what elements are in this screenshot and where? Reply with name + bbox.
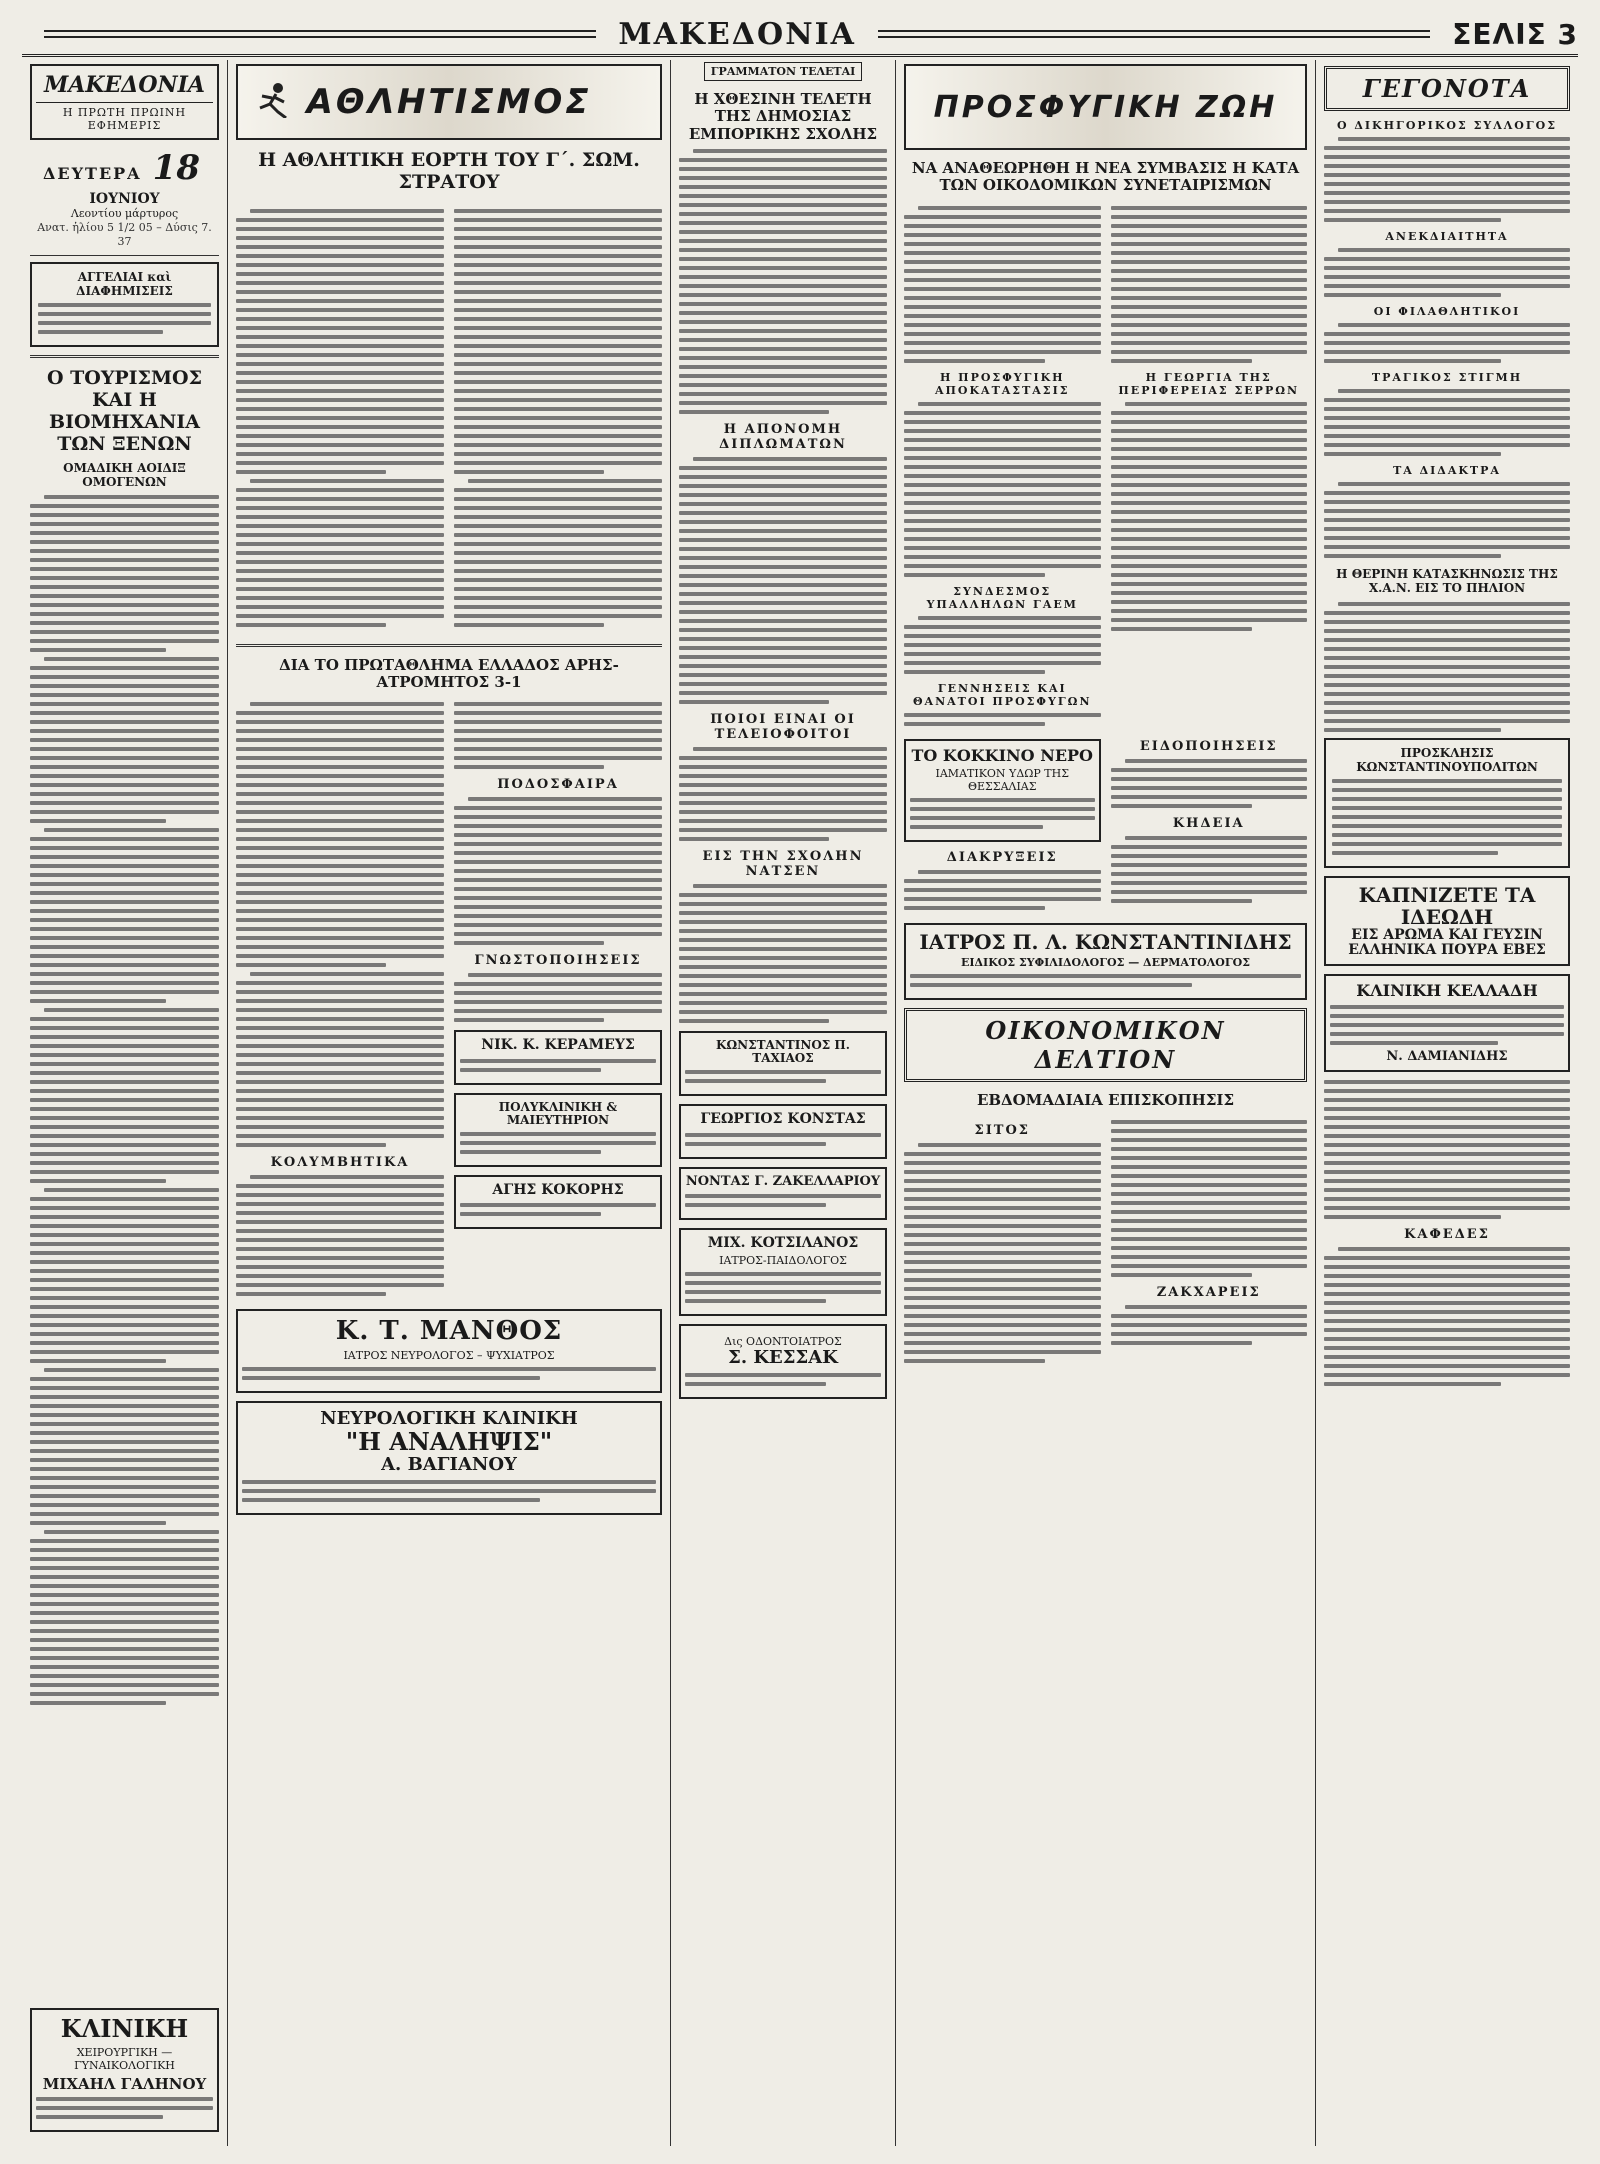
cigar-ad-title: ΚΑΠΝΙΖΕΤΕ ΤΑ ΙΔΕΩΔΗ (1358, 882, 1536, 929)
serres-label: Η ΓΕΩΡΓΙΑ ΤΗΣ ΠΕΡΙΦΕΡΕΙΑΣ ΣΕΡΡΩΝ (1118, 370, 1300, 397)
athletic-fest-body-b (454, 204, 662, 632)
zachareis-label: ΖΑΚΧΑΡΕΙΣ (1156, 1285, 1261, 1301)
clinic-ad-name: ΜΙΧΑΗΛ ΓΑΛΗΝΟΥ (42, 2074, 207, 2093)
column-5 (1315, 60, 1578, 2146)
football-body (454, 797, 662, 945)
diakriseis-body (904, 870, 1101, 910)
kessak-ad-name: Σ. ΚΕΣΣΑΚ (728, 1347, 838, 1369)
athletics-banner-title: ΑΘΛΗΤΙΣΜΟΣ (306, 82, 592, 122)
kelladi-ad-doctor: Ν. ΔΑΜΙΑΝΙΔΗΣ (1386, 1048, 1508, 1064)
refugee-settlement-body (904, 402, 1101, 577)
athletics-banner (236, 64, 662, 140)
date-box (30, 148, 219, 256)
date-month: ΙΟΥΝΙΟΥ (89, 191, 160, 207)
zachareis-body (1111, 1305, 1308, 1345)
sunrise-sunset: Ανατ. ἡλίου 5 1/2 05 – Δύσις 7. 37 (37, 221, 212, 248)
economic-bulletin-header: ΟΙΚΟΝΟΜΙΚΟΝ ΔΕΛΤΙΟΝ (904, 1008, 1307, 1082)
analipsis-clinic-ad (236, 1401, 662, 1515)
football-label: ΠΟΔΟΣΦΑΙΡΑ (497, 777, 619, 793)
konstas-ad-name: ΓΕΩΡΓΙΟΣ ΚΟΝΣΤΑΣ (700, 1111, 866, 1128)
market-notes-body (1324, 1080, 1570, 1219)
konstantinidis-ad-name: ΙΑΤΡΟΣ Π. Λ. ΚΩΝΣΤΑΝΤΙΝΙΔΗΣ (919, 930, 1292, 955)
sports-fans-label: ΟΙ ΦΙΛΑΘΛΗΤΙΚΟΙ (1373, 305, 1521, 318)
kotsilanos-ad-name: ΜΙΧ. ΚΟΤΣΙΛΑΝΟΣ (707, 1234, 859, 1251)
section-tag: ΓΡΑΜΜΑΤΟΝ ΤΕΛΕΤΑΙ (704, 62, 863, 81)
natsen-school-body (679, 884, 887, 1023)
tourism-headline: Ο ΤΟΥΡΙΣΜΟΣ ΚΑΙ Η ΒΙΟΜΗΧΑΝΙΑ ΤΩΝ ΞΕΝΩΝ (46, 367, 203, 455)
cigar-ad-sub: ΕΙΣ ΑΡΩΜΑ ΚΑΙ ΓΕΥΣΙΝ (1351, 926, 1543, 943)
births-deaths-body (904, 713, 1101, 726)
tourism-article-body (30, 495, 219, 1705)
kessak-ad-sub: Δις ΟΔΟΝΤΟΙΑΤΡΟΣ (724, 1335, 842, 1349)
tachiaos-ad (679, 1031, 887, 1096)
cooperatives-headline: ΝΑ ΑΝΑΘΕΩΡΗΘΗ Η ΝΕΑ ΣΥΜΒΑΣΙΣ Η ΚΑΤΑ ΤΩΝ ΟΙΚΟΔΟΜΙΚΩΝ ΣΥΝΕΤΑΙΡΙΣΜΩΝ (911, 159, 1300, 195)
kerameus-ad (454, 1030, 662, 1084)
masthead-rule-left (44, 30, 596, 38)
kokoris-ad (454, 1175, 662, 1229)
summer-camp-headline: Η ΘΕΡΙΝΗ ΚΑΤΑΣΚΗΝΩΣΙΣ ΤΗΣ Χ.Α.Ν. ΕΙΣ ΤΟ ΠΗΛΙΟΝ (1336, 567, 1558, 595)
clinic-ad-sub: ΧΕΙΡΟΥΡΓΙΚΗ — ΓΥΝΑΙΚΟΛΟΓΙΚΗ (74, 2045, 175, 2072)
konstantinidis-ad (904, 923, 1307, 1000)
date-number: 18 (152, 148, 200, 188)
notices-body (454, 973, 662, 1022)
economic-body-b (1111, 1120, 1308, 1277)
red-water-ad (904, 739, 1101, 843)
school-ceremony-headline: Η ΧΘΕΣΙΝΗ ΤΕΛΕΤΗ ΤΗΣ ΔΗΜΟΣΙΑΣ ΕΜΠΟΡΙΚΗΣ ΣΧΟΛΗΣ (688, 90, 878, 143)
tragic-moment-label: ΤΡΑΓΙΚΟΣ ΣΤΙΓΜΗ (1371, 371, 1523, 384)
red-water-ad-title: ΤΟ ΚΟΚΚΙΝΟ ΝΕΡΟ (911, 745, 1093, 765)
konstas-ad (679, 1104, 887, 1158)
clinic-galinou-ad (30, 2008, 219, 2132)
eidopoiiseis-label: ΕΙΔΟΠΟΙΗΣΕΙΣ (1139, 738, 1278, 754)
bar-association-label: Ο ΔΙΚΗΓΟΡΙΚΟΣ ΣΥΛΛΟΓΟΣ (1336, 119, 1558, 132)
tuition-label: ΤΑ ΔΙΔΑΚΤΡΑ (1393, 464, 1501, 477)
analipsis-ad-name: "Η ΑΝΑΛΗΨΙΣ" (345, 1426, 553, 1456)
ads-notice-box (30, 262, 219, 347)
column-3 (670, 60, 895, 2146)
ads-notice-text (38, 303, 211, 334)
anekdiaitita-label: ΑΝΕΚΔΙΑΙΤΗΤΑ (1385, 230, 1509, 243)
graduates-label: ΠΟΙΟΙ ΕΙΝΑΙ ΟΙ ΤΕΛΕΙΟΦΟΙΤΟΙ (710, 711, 856, 742)
tuition-body (1324, 482, 1570, 558)
refugee-life-banner (904, 64, 1307, 150)
aris-article-body (236, 702, 444, 1147)
date-day: ΔΕΥΤΕΡΑ (43, 164, 142, 183)
polyclinic-ad-title: ΠΟΛΥΚΛΙΝΙΚΗ & ΜΑΙΕΥΤΗΡΙΟΝ (498, 1099, 618, 1127)
births-deaths-label: ΓΕΝΝΗΣΕΙΣ ΚΑΙ ΘΑΝΑΤΟΙ ΠΡΟΣΦΥΓΩΝ (912, 681, 1092, 708)
graduates-body (679, 747, 887, 841)
tragic-moment-body (1324, 389, 1570, 456)
kelladi-ad-title: ΚΛΙΝΙΚΗ ΚΕΛΛΑΔΗ (1356, 981, 1538, 1001)
analipsis-ad-title: ΝΕΥΡΟΛΟΓΙΚΗ ΚΛΙΝΙΚΗ (320, 1407, 578, 1429)
kideia-label: ΚΗΔΕΙΑ (1172, 815, 1245, 831)
column-2 (227, 60, 670, 2146)
anekdiaitita-body (1324, 248, 1570, 297)
diakriseis-label: ΔΙΑΚΡΥΞΕΙΣ (946, 850, 1058, 866)
kafedes-body (1324, 1247, 1570, 1386)
school-ceremony-body (679, 149, 887, 414)
diplomas-body (679, 457, 887, 704)
gaem-union-body (904, 616, 1101, 674)
cooperatives-body-a (904, 206, 1101, 363)
paper-nameplate (30, 64, 219, 140)
manthos-ad-name: Κ. Τ. ΜΑΝΘΟΣ (335, 1316, 563, 1347)
aris-atromitos-headline: ΔΙΑ ΤΟ ΠΡΩΤΑΘΛΗΜΑ ΕΛΛΑΔΟΣ ΑΡΗΣ-ΑΤΡΟΜΗΤΟΣ 3-1 (279, 655, 619, 691)
paper-subtitle: Η ΠΡΩΤΗ ΠΡΩΙΝΗ ΕΦΗΜΕΡΙΣ (36, 102, 213, 132)
aris-article-body-b (454, 702, 662, 769)
summer-camp-body (1324, 602, 1570, 732)
gaem-union-label: ΣΥΝΔΕΣΜΟΣ ΥΠΑΛΛΗΛΩΝ ΓΑΕΜ (926, 584, 1078, 611)
athletic-fest-body-a (236, 204, 444, 632)
kelladi-clinic-ad (1324, 974, 1570, 1072)
kideia-body (1111, 836, 1308, 903)
kafedes-label: ΚΑΦΕΔΕΣ (1404, 1227, 1490, 1243)
konstantinidis-ad-sub: ΕΙΔΙΚΟΣ ΣΥΦΙΛΙΔΟΛΟΓΟΣ — ΔΕΡΜΑΤΟΛΟΓΟΣ (960, 956, 1250, 970)
kokoris-ad-name: ΑΓΗΣ ΚΟΚΟΡΗΣ (492, 1181, 624, 1198)
tourism-subhead: ΟΜΑΔΙΚΗ ΑΟΙΔΙΞ ΟΜΟΓΕΝΩΝ (63, 461, 186, 490)
clinic-ad-title: ΚΛΙΝΙΚΗ (60, 2014, 189, 2044)
sports-fans-body (1324, 323, 1570, 363)
serres-body (1111, 402, 1308, 631)
manthos-ad (236, 1309, 662, 1393)
events-header: ΓΕΓΟΝΟΤΑ (1324, 66, 1570, 111)
kerameus-ad-name: ΝΙΚ. Κ. ΚΕΡΑΜΕΥΣ (481, 1037, 635, 1054)
kessak-dentist-ad (679, 1324, 887, 1399)
page-number: ΣΕΛΙΣ 3 (1452, 17, 1578, 51)
zakellariou-ad-name: ΝΟΝΤΑΣ Γ. ΖΑΚΕΛΛΑΡΙΟΥ (685, 1173, 881, 1189)
saint-of-day: Λεοντίου μάρτυρος (70, 207, 179, 220)
manthos-ad-sub: ΙΑΤΡΟΣ ΝΕΥΡΟΛΟΓΟΣ – ΨΥΧΙΑΤΡΟΣ (343, 1348, 555, 1362)
diplomas-label: Η ΑΠΟΝΟΜΗ ΔΙΠΛΩΜΑΤΩΝ (719, 421, 847, 452)
athletic-fest-headline: Η ΑΘΛΗΤΙΚΗ ΕΟΡΤΗ ΤΟΥ Γ΄. ΣΩΜ. ΣΤΡΑΤΟΥ (258, 149, 640, 193)
notices-label: ΓΝΩΣΤΟΠΟΙΗΣΕΙΣ (474, 953, 642, 969)
column-4 (895, 60, 1315, 2146)
column-1 (22, 60, 227, 2146)
bar-association-body (1324, 137, 1570, 222)
sitos-body (904, 1143, 1101, 1363)
ads-notice-title: ΑΓΓΕΛΙΑΙ καὶ ΔΙΑΦΗΜΙΣΕΙΣ (76, 270, 173, 298)
refugee-life-banner-title: ΠΡΟΣΦΥΓΙΚΗ ΖΩΗ (933, 89, 1278, 125)
constantinople-invitation-box (1324, 738, 1570, 868)
cigar-ad-brand: ΕΛΛΗΝΙΚΑ ΠΟΥΡΑ ΕΒΕΣ (1348, 941, 1546, 958)
eidopoiiseis-body (1111, 759, 1308, 808)
sitos-label: ΣΙΤΟΣ (974, 1123, 1030, 1139)
polyclinic-ad (454, 1093, 662, 1167)
masthead-title: ΜΑΚΕΔΟΝΙΑ (618, 16, 856, 52)
natsen-school-label: ΕΙΣ ΤΗΝ ΣΧΟΛΗΝ ΝΑΤΣΕΝ (702, 848, 864, 879)
paper-title: ΜΑΚΕΔΟΝΙΑ (43, 72, 205, 98)
kotsilanos-ad (679, 1228, 887, 1316)
analipsis-ad-doctor: Α. ΒΑΓΙΑΝΟΥ (381, 1453, 517, 1475)
kotsilanos-ad-sub: ΙΑΤΡΟΣ-ΠΑΙΔΟΛΟΓΟΣ (719, 1254, 847, 1268)
runner-icon (248, 82, 298, 118)
tachiaos-ad-name: ΚΩΝΣΤΑΝΤΙΝΟΣ Π. ΤΑΧΙΑΟΣ (716, 1037, 850, 1065)
weekly-review-headline: ΕΒΔΟΜΑΔΙΑΙΑ ΕΠΙΣΚΟΠΗΣΙΣ (976, 1091, 1235, 1110)
swimming-label: ΚΟΛΥΜΒΗΤΙΚΑ (270, 1155, 410, 1171)
refugee-settlement-label: Η ΠΡΟΣΦΥΓΙΚΗ ΑΠΟΚΑΤΑΣΤΑΣΙΣ (934, 370, 1070, 397)
cooperatives-body-b (1111, 206, 1308, 363)
masthead-rule-right (878, 30, 1430, 38)
red-water-ad-sub: ΙΑΜΑΤΙΚΟΝ ΥΔΩΡ ΤΗΣ ΘΕΣΣΑΛΙΑΣ (935, 767, 1069, 794)
masthead (22, 14, 1578, 57)
ebes-cigar-ad (1324, 876, 1570, 967)
zakellariou-ad (679, 1167, 887, 1220)
swimming-body (236, 1175, 444, 1296)
constantinople-invitation-title: ΠΡΟΣΚΛΗΣΙΣ ΚΩΝΣΤΑΝΤΙΝΟΥΠΟΛΙΤΩΝ (1356, 745, 1538, 774)
